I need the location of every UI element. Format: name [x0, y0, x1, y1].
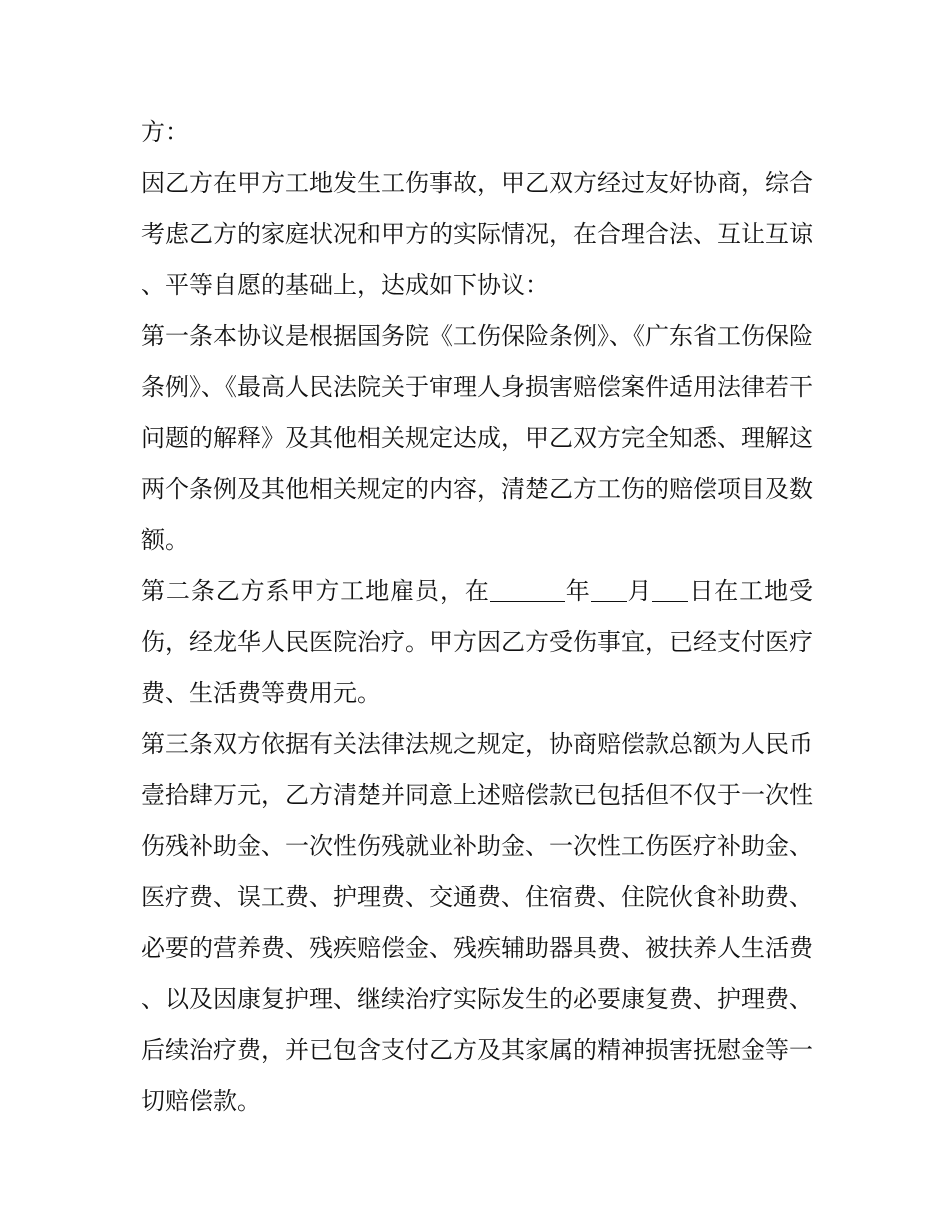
- paragraph-preamble: 因乙方在甲方工地发生工伤事故，甲乙双方经过友好协商，综合考虑乙方的家庭状况和甲方的实际情况，在合理合法、互让互谅、平等自愿的基础上，达成如下协议：: [141, 169, 813, 299]
- article-2-prefix: 第二条乙方系甲方工地雇员，在: [141, 577, 490, 605]
- paragraph-article-3: 第三条双方依据有关法律法规之规定，协商赔偿款总额为人民币壹拾肆万元，乙方清楚并同意上述赔偿款已包括但不仅于一次性伤残补助金、一次性伤残就业补助金、一次性工伤医疗补助金、医疗费、误工费、护理费、交通费、住宿费、住院伙食补助费、必要的营养费、残疾赔偿金、残疾辅助器具费、被扶养人生活费、以及因康复护理、继续治疗实际发生的必要康复费、护理费、后续治疗费，并已包含支付乙方及其家属的精神损害抚慰金等一切赔偿款。: [141, 730, 813, 1115]
- paragraph-article-2: [141, 566, 813, 719]
- paragraph-article-1: 第一条本协议是根据国务院《工伤保险条例》、《广东省工伤保险条例》、《最高人民法院关于审理人身损害赔偿案件适用法律若干问题的解释》及其他相关规定达成，甲乙双方完全知悉、理解这两个条例及其他相关规定的内容，清楚乙方工伤的赔偿项目及数额。: [141, 322, 813, 554]
- month-label: 月: [626, 577, 653, 605]
- article-2-suffix: 日在工地受伤，经龙华人民医院治疗。甲方因乙方受伤事宜，已经支付医疗费、生活费等费用元。: [141, 577, 814, 707]
- paragraph-party-fragment: 方：: [141, 118, 189, 146]
- year-label: 年: [564, 577, 591, 605]
- document-body: [141, 107, 813, 1127]
- year-blank: [490, 577, 565, 602]
- day-blank: [652, 577, 688, 602]
- month-blank: [591, 577, 627, 602]
